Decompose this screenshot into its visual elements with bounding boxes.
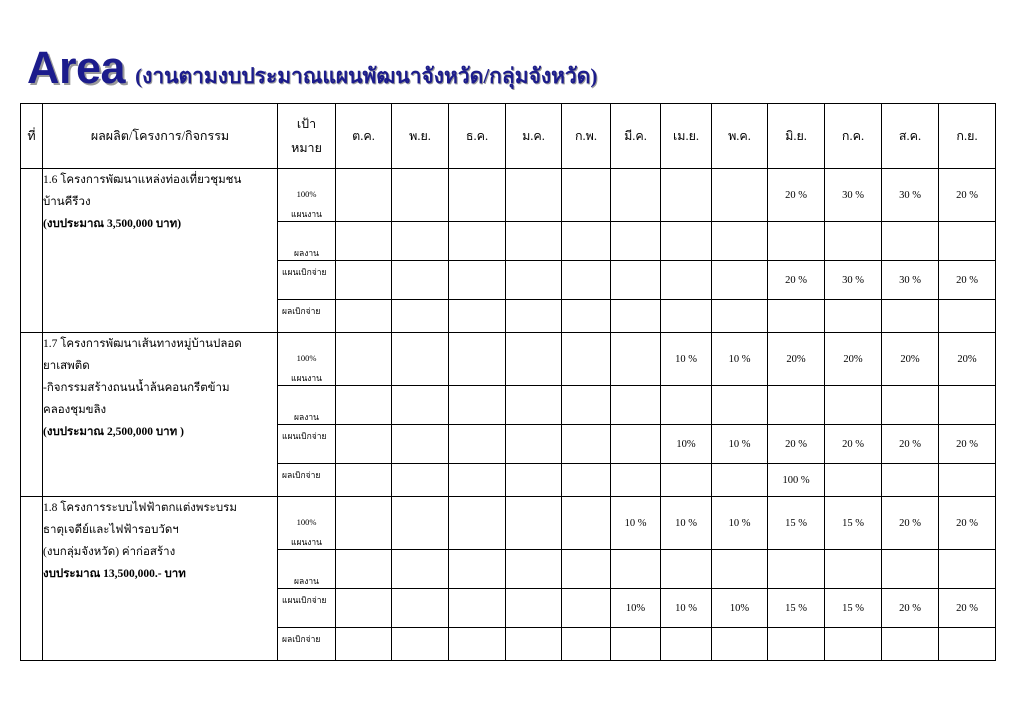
month-value-cell [712, 628, 768, 661]
project-line: -กิจกรรมสร้างถนนน้ำล้นคอนกรีตข้าม [43, 382, 230, 394]
month-value-cell [506, 464, 562, 497]
month-value-cell: 20 % [939, 261, 996, 300]
row-label-cell [278, 550, 336, 589]
row-label-cell [278, 386, 336, 425]
month-value-cell [611, 425, 661, 464]
month-value-cell [562, 464, 611, 497]
month-value-cell: 10 % [712, 425, 768, 464]
row-label: ผลงาน [294, 412, 319, 422]
month-value-cell [611, 386, 661, 425]
month-value-cell [336, 628, 392, 661]
row-label-cell [278, 169, 336, 222]
month-value-cell: 10 % [712, 497, 768, 550]
project-line: (งบประมาณ 2,500,000 บาท ) [43, 426, 184, 438]
month-value-cell [661, 386, 712, 425]
project-line: ยาเสพติด [43, 360, 90, 372]
header-month: ก.ค. [825, 104, 882, 169]
page-title-main: Area [27, 42, 126, 93]
month-value-cell: 10 % [611, 497, 661, 550]
month-value-cell [825, 550, 882, 589]
month-value-cell: 10 % [661, 589, 712, 628]
month-value-cell [449, 497, 506, 550]
header-month: พ.ค. [712, 104, 768, 169]
month-value-cell: 30 % [825, 169, 882, 222]
row-label: แผนเบิกจ่าย [282, 267, 327, 277]
row-label-cell [278, 300, 336, 333]
month-value-cell [882, 464, 939, 497]
month-value-cell [882, 628, 939, 661]
header-target-line2: หมาย [291, 141, 322, 155]
month-value-cell [562, 169, 611, 222]
month-value-cell [506, 261, 562, 300]
month-value-cell: 20 % [882, 425, 939, 464]
month-value-cell [392, 628, 449, 661]
month-value-cell [661, 169, 712, 222]
month-value-cell [336, 300, 392, 333]
header-no: ที่ [21, 104, 43, 169]
row-label-cell [278, 497, 336, 550]
month-value-cell: 20 % [939, 497, 996, 550]
month-value-cell [611, 222, 661, 261]
month-value-cell [562, 628, 611, 661]
project-description [43, 333, 278, 497]
project-line: บ้านคีรีวง [43, 196, 91, 208]
month-value-cell [661, 464, 712, 497]
month-value-cell [562, 497, 611, 550]
month-value-cell [562, 550, 611, 589]
month-value-cell [611, 550, 661, 589]
month-value-cell [392, 261, 449, 300]
month-value-cell [882, 222, 939, 261]
month-value-cell [336, 169, 392, 222]
month-value-cell [336, 464, 392, 497]
month-value-cell [939, 550, 996, 589]
project-line: 1.8 โครงการระบบไฟฟ้าตกแต่งพระบรม [43, 502, 237, 514]
month-value-cell: 20 % [939, 589, 996, 628]
month-value-cell: 20% [768, 333, 825, 386]
month-value-cell [506, 589, 562, 628]
month-value-cell: 20 % [882, 497, 939, 550]
month-value-cell [449, 300, 506, 333]
month-value-cell [712, 169, 768, 222]
month-value-cell [611, 300, 661, 333]
month-value-cell [392, 550, 449, 589]
table-row [21, 497, 996, 550]
row-number-cell [21, 169, 43, 333]
month-value-cell [712, 261, 768, 300]
month-value-cell: 15 % [768, 497, 825, 550]
month-value-cell [768, 222, 825, 261]
month-value-cell [392, 464, 449, 497]
month-value-cell [449, 333, 506, 386]
month-value-cell [392, 333, 449, 386]
month-value-cell [336, 333, 392, 386]
row-number-cell [21, 497, 43, 661]
month-value-cell [336, 589, 392, 628]
month-value-cell: 10% [712, 589, 768, 628]
row-label: แผนงาน [290, 373, 322, 383]
month-value-cell [939, 628, 996, 661]
month-value-cell [661, 222, 712, 261]
month-value-cell [562, 386, 611, 425]
row-label: ผลเบิกจ่าย [282, 634, 321, 644]
month-value-cell [449, 425, 506, 464]
month-value-cell [506, 425, 562, 464]
month-value-cell [392, 386, 449, 425]
month-value-cell [392, 497, 449, 550]
header-month: ก.ย. [939, 104, 996, 169]
month-value-cell [562, 425, 611, 464]
month-value-cell [825, 222, 882, 261]
row-label: ผลเบิกจ่าย [282, 470, 321, 480]
month-value-cell [611, 169, 661, 222]
month-value-cell [939, 386, 996, 425]
month-value-cell [825, 464, 882, 497]
project-description [43, 497, 278, 661]
month-value-cell: 10 % [661, 497, 712, 550]
month-value-cell [712, 464, 768, 497]
month-value-cell: 20 % [882, 589, 939, 628]
header-month: มิ.ย. [768, 104, 825, 169]
month-value-cell [506, 550, 562, 589]
month-value-cell [562, 261, 611, 300]
month-value-cell [392, 169, 449, 222]
target-percent: 100% [296, 189, 317, 199]
month-value-cell [768, 300, 825, 333]
target-percent: 100% [296, 517, 317, 527]
row-label-cell [278, 464, 336, 497]
month-value-cell [712, 386, 768, 425]
month-value-cell [506, 333, 562, 386]
month-value-cell: 20% [882, 333, 939, 386]
page-title-subtitle: (งานตามงบประมาณแผนพัฒนาจังหวัด/กลุ่มจังหวัด) [135, 64, 598, 88]
month-value-cell [449, 628, 506, 661]
month-value-cell [611, 333, 661, 386]
month-value-cell: 10% [661, 425, 712, 464]
header-project: ผลผลิต/โครงการ/กิจกรรม [43, 104, 278, 169]
month-value-cell [562, 589, 611, 628]
month-value-cell [392, 425, 449, 464]
month-value-cell [661, 628, 712, 661]
month-value-cell [506, 169, 562, 222]
month-value-cell [506, 386, 562, 425]
month-value-cell [506, 222, 562, 261]
month-value-cell [768, 386, 825, 425]
month-value-cell [611, 464, 661, 497]
month-value-cell: 10 % [661, 333, 712, 386]
month-value-cell: 20 % [768, 261, 825, 300]
month-value-cell [611, 628, 661, 661]
row-label-cell [278, 628, 336, 661]
month-value-cell: 15 % [768, 589, 825, 628]
month-value-cell: 30 % [882, 261, 939, 300]
month-value-cell [392, 222, 449, 261]
row-label: แผนงาน [290, 537, 322, 547]
project-line: 1.6 โครงการพัฒนาแหล่งท่องเที่ยวชุมชน [43, 174, 242, 186]
project-line: ธาตุเจดีย์และไฟฟ้ารอบวัดฯ [43, 524, 179, 536]
month-value-cell [506, 497, 562, 550]
month-value-cell [336, 550, 392, 589]
month-value-cell: 30 % [882, 169, 939, 222]
month-value-cell [768, 550, 825, 589]
month-value-cell [449, 550, 506, 589]
month-value-cell [336, 425, 392, 464]
project-line: 1.7 โครงการพัฒนาเส้นทางหมู่บ้านปลอด [43, 338, 242, 350]
month-value-cell [939, 222, 996, 261]
month-value-cell [449, 386, 506, 425]
target-percent: 100% [296, 353, 317, 363]
row-label: แผนงาน [290, 209, 322, 219]
month-value-cell: 20 % [768, 425, 825, 464]
header-month: ต.ค. [336, 104, 392, 169]
month-value-cell [392, 589, 449, 628]
row-label: แผนเบิกจ่าย [282, 431, 327, 441]
month-value-cell [825, 300, 882, 333]
row-label: แผนเบิกจ่าย [282, 595, 327, 605]
month-value-cell [712, 222, 768, 261]
project-line: (งบกลุ่มจังหวัด) ค่าก่อสร้าง [43, 546, 176, 558]
project-line: คลองชุมขลิง [43, 404, 107, 416]
header-target-line1: เป้า [296, 117, 317, 131]
month-value-cell [449, 589, 506, 628]
month-value-cell [562, 333, 611, 386]
month-value-cell [661, 300, 712, 333]
month-value-cell [449, 261, 506, 300]
row-label: ผลงาน [294, 248, 319, 258]
row-label-cell [278, 222, 336, 261]
header-month: ก.พ. [562, 104, 611, 169]
month-value-cell [336, 222, 392, 261]
plan-table-body [21, 169, 996, 661]
header-month: พ.ย. [392, 104, 449, 169]
month-value-cell [449, 464, 506, 497]
project-description [43, 169, 278, 333]
month-value-cell [661, 261, 712, 300]
month-value-cell: 20 % [939, 425, 996, 464]
row-label: ผลเบิกจ่าย [282, 306, 321, 316]
month-value-cell [825, 628, 882, 661]
header-target [278, 104, 336, 169]
month-value-cell [336, 386, 392, 425]
month-value-cell: 20% [939, 333, 996, 386]
month-value-cell [449, 169, 506, 222]
month-value-cell: 20% [825, 333, 882, 386]
row-label: ผลงาน [294, 576, 319, 586]
project-line: (งบประมาณ 3,500,000 บาท) [43, 218, 182, 230]
row-label-cell [278, 589, 336, 628]
plan-table [20, 103, 996, 661]
month-value-cell [768, 628, 825, 661]
page-title [27, 42, 597, 92]
row-label-cell [278, 425, 336, 464]
month-value-cell: 20 % [825, 425, 882, 464]
month-value-cell [611, 261, 661, 300]
header-month: มี.ค. [611, 104, 661, 169]
month-value-cell [882, 550, 939, 589]
month-value-cell [661, 550, 712, 589]
month-value-cell [882, 300, 939, 333]
month-value-cell [562, 300, 611, 333]
month-value-cell [825, 386, 882, 425]
month-value-cell: 10 % [712, 333, 768, 386]
month-value-cell: 30 % [825, 261, 882, 300]
month-value-cell: 20 % [768, 169, 825, 222]
month-value-cell [506, 628, 562, 661]
month-value-cell [336, 261, 392, 300]
header-month: ส.ค. [882, 104, 939, 169]
month-value-cell [449, 222, 506, 261]
month-value-cell [562, 222, 611, 261]
header-month: ธ.ค. [449, 104, 506, 169]
month-value-cell: 15 % [825, 589, 882, 628]
month-value-cell [882, 386, 939, 425]
month-value-cell [712, 300, 768, 333]
month-value-cell: 20 % [939, 169, 996, 222]
month-value-cell: 15 % [825, 497, 882, 550]
header-month: เม.ย. [661, 104, 712, 169]
month-value-cell [939, 464, 996, 497]
project-line: งบประมาณ 13,500,000.- บาท [43, 568, 186, 580]
month-value-cell [712, 550, 768, 589]
table-row [21, 333, 996, 386]
header-row [21, 104, 996, 169]
row-label-cell [278, 333, 336, 386]
row-number-cell [21, 333, 43, 497]
header-month: ม.ค. [506, 104, 562, 169]
table-row [21, 169, 996, 222]
month-value-cell: 100 % [768, 464, 825, 497]
month-value-cell [939, 300, 996, 333]
month-value-cell [336, 497, 392, 550]
row-label-cell [278, 261, 336, 300]
month-value-cell [392, 300, 449, 333]
month-value-cell: 10% [611, 589, 661, 628]
month-value-cell [506, 300, 562, 333]
